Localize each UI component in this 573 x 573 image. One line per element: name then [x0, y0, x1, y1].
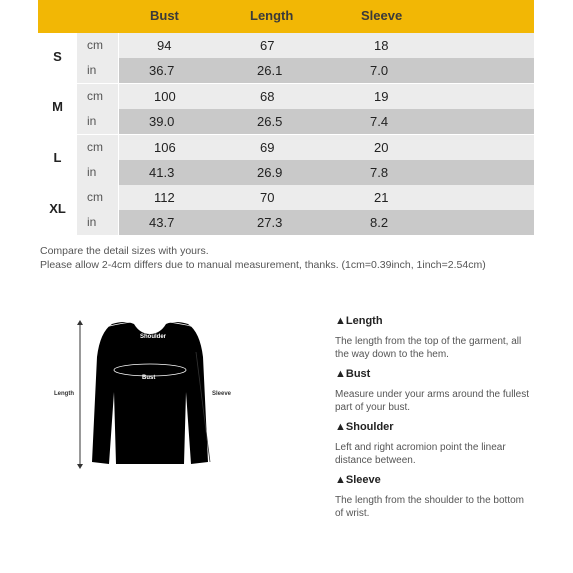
sleeve-label: Sleeve	[212, 391, 232, 397]
size-label-l: L	[38, 134, 77, 184]
cell-bust: 43.7	[149, 215, 175, 230]
header-bust: Bust	[150, 8, 179, 23]
cell-length: 26.5	[257, 114, 283, 129]
table-row	[77, 58, 534, 83]
cell-bust: 36.7	[149, 63, 175, 78]
desc-title-sleeve: ▲Sleeve	[335, 474, 381, 486]
cell-sleeve: 7.0	[370, 63, 389, 78]
desc-title-bust: ▲Bust	[335, 368, 371, 380]
desc-text-length: The length from the top of the garment, all the way down to the hem.	[335, 336, 522, 360]
cell-sleeve: 20	[374, 140, 389, 155]
note-compare: Compare the detail sizes with yours.	[40, 245, 209, 257]
unit-cell: cm	[77, 33, 119, 58]
bust-label: Bust	[142, 375, 156, 381]
unit-cell: in	[77, 160, 119, 185]
cell-length: 26.1	[257, 63, 283, 78]
table-row	[77, 135, 534, 160]
unit-cell: in	[77, 109, 119, 134]
desc-text-bust: Measure under your arms around the fullest part of your bust.	[335, 389, 529, 413]
desc-text-sleeve: The length from the shoulder to the bottom of wrist.	[335, 495, 524, 519]
length-label: Length	[54, 391, 74, 397]
cell-length: 70	[260, 190, 275, 205]
header-length: Length	[250, 8, 294, 23]
cell-sleeve: 7.8	[370, 165, 389, 180]
cell-sleeve: 7.4	[370, 114, 389, 129]
desc-title-length: ▲Length	[335, 315, 383, 327]
cell-length: 27.3	[257, 215, 283, 230]
cell-bust: 39.0	[149, 114, 175, 129]
table-row	[77, 185, 534, 210]
table-row	[77, 160, 534, 185]
cell-bust: 94	[157, 38, 172, 53]
cell-bust: 106	[154, 140, 176, 155]
cell-bust: 112	[154, 190, 175, 205]
table-header	[38, 0, 534, 33]
desc-title-shoulder: ▲Shoulder	[335, 421, 394, 433]
header-sleeve: Sleeve	[361, 8, 403, 23]
cell-bust: 100	[154, 89, 176, 104]
cell-sleeve: 8.2	[370, 215, 389, 230]
unit-cell: cm	[77, 135, 119, 160]
cell-sleeve: 21	[374, 190, 389, 205]
cell-sleeve: 19	[374, 89, 389, 104]
cell-length: 26.9	[257, 165, 283, 180]
shoulder-label: Shoulder	[140, 334, 167, 340]
unit-cell: cm	[77, 84, 119, 109]
table-row	[77, 84, 534, 109]
size-label-s: S	[38, 33, 77, 83]
note-allowance: Please allow 2-4cm differs due to manual measurement, thanks. (1cm=0.39inch, 1inch=2.54cm)	[40, 259, 486, 271]
table-row	[77, 109, 534, 134]
size-label-m: M	[38, 83, 77, 133]
cell-bust: 41.3	[149, 165, 175, 180]
cell-sleeve: 18	[374, 38, 389, 53]
table-row	[77, 33, 534, 58]
size-label-xl: XL	[38, 185, 77, 235]
cell-length: 68	[260, 89, 275, 104]
cell-length: 69	[260, 140, 275, 155]
cell-length: 67	[260, 38, 275, 53]
unit-cell: in	[77, 210, 119, 235]
garment-diagram	[50, 312, 240, 477]
unit-cell: in	[77, 58, 119, 83]
table-row	[77, 210, 534, 235]
unit-cell: cm	[77, 185, 119, 210]
sweatshirt-silhouette	[92, 322, 208, 464]
desc-text-shoulder: Left and right acromion point the linear distance between.	[335, 442, 506, 466]
